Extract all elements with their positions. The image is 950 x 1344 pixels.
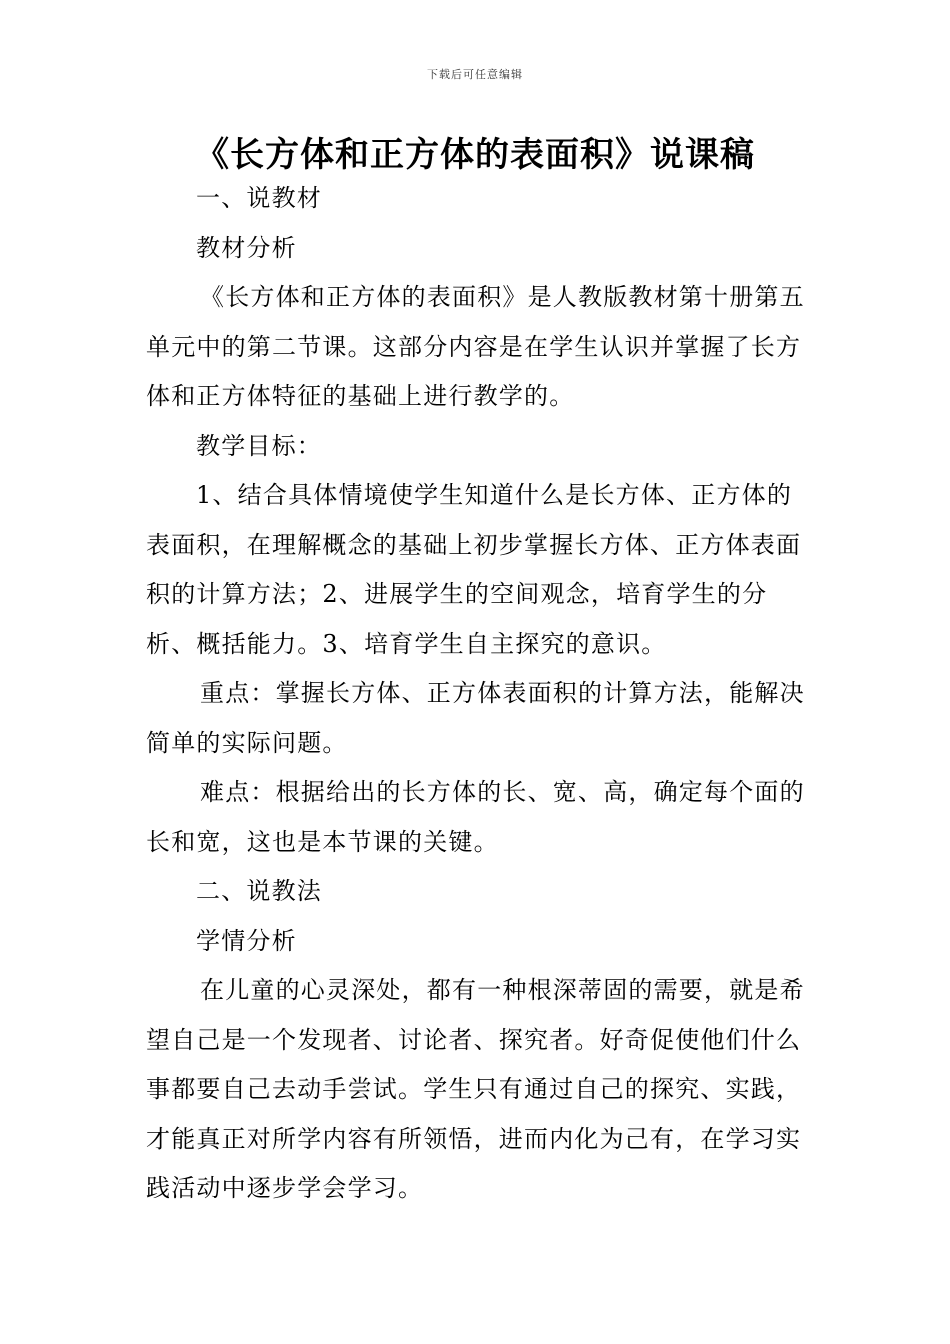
- paragraph-textbook-analysis: 《长方体和正方体的表面积》是人教版教材第十册第五单元中的第二节课。这部分内容是在学生认识并掌握了长方体和正方体特征的基础上进行教学的。: [146, 283, 805, 410]
- document-title: 《长方体和正方体的表面积》说课稿: [195, 135, 755, 175]
- paragraph-key-points: 重点：掌握长方体、正方体表面积的计算方法，能解决简单的实际问题。: [146, 679, 805, 757]
- subheading-textbook-analysis: 教材分析: [196, 233, 297, 262]
- section-heading-textbook: 一、说教材: [196, 184, 322, 212]
- subheading-teaching-goals: 教学目标：: [196, 431, 322, 460]
- subheading-student-analysis: 学情分析: [196, 926, 297, 955]
- document-body: [146, 174, 806, 1214]
- paragraph-difficulties: 难点：根据给出的长方体的长、宽、高，确定每个面的长和宽，这也是本节课的关键。: [146, 778, 805, 856]
- header-note: 下载后可任意编辑: [427, 68, 523, 81]
- paragraph-student-analysis: 在儿童的心灵深处，都有一种根深蒂固的需要，就是希望自己是一个发现者、讨论者、探究者。好奇促使他们什么事都要自己去动手尝试。学生只有通过自己的探究、实践，才能真正对所学内容有所领悟，进而内化为己有，在学习实践活动中逐步学会学习。: [146, 976, 805, 1202]
- section-heading-teaching-method: 二、说教法: [196, 877, 322, 905]
- paragraph-teaching-goals: 1、结合具体情境使学生知道什么是长方体、正方体的表面积，在理解概念的基础上初步掌握长方体、正方体表面积的计算方法；2、进展学生的空间观念，培育学生的分析、概括能力。3、培育学生自主探究的意识。: [146, 481, 802, 658]
